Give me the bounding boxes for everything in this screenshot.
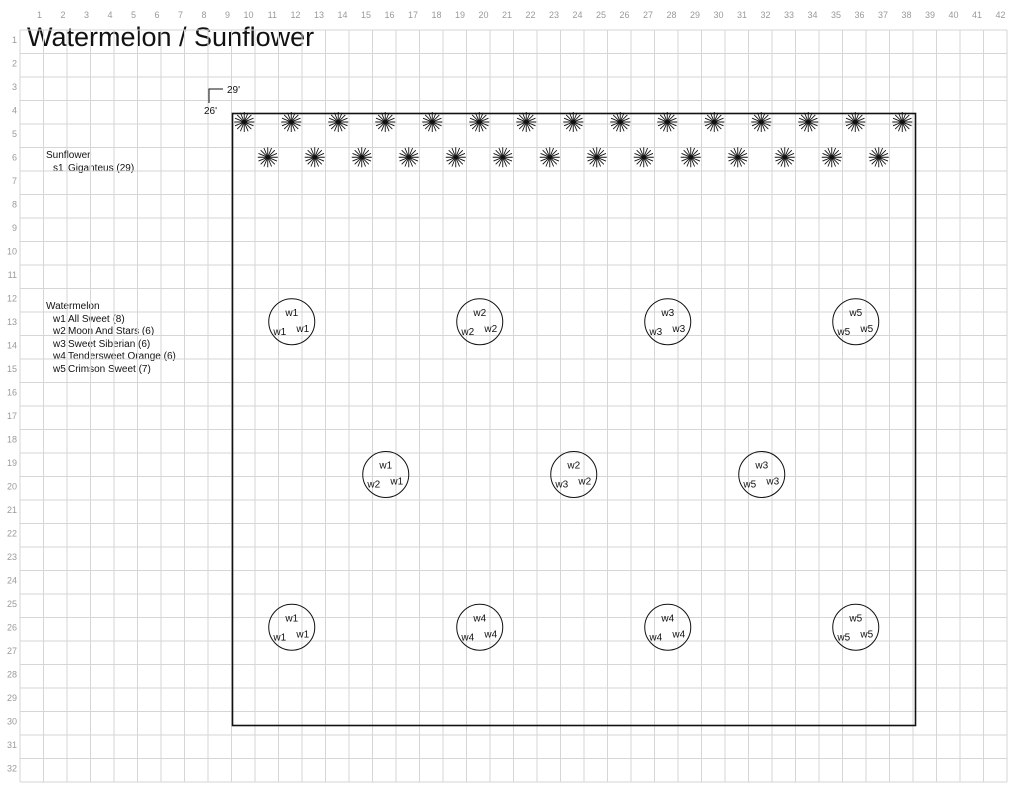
column-label: 3 xyxy=(83,10,89,20)
row-label: 6 xyxy=(11,152,17,163)
legend-code: w2 xyxy=(53,326,66,338)
column-label: 20 xyxy=(478,10,489,20)
row-label: 18 xyxy=(6,434,17,445)
sunflower-s1 xyxy=(869,147,889,167)
sunflower-s1 xyxy=(822,147,842,167)
column-label: 27 xyxy=(642,10,653,20)
sunflower-s1 xyxy=(845,112,865,132)
column-label: 28 xyxy=(666,10,677,20)
plant-label-w4: w4 xyxy=(484,629,498,641)
hill-outline xyxy=(363,452,409,498)
row-label: 19 xyxy=(6,458,17,468)
plant-label-w5: w5 xyxy=(860,323,874,335)
hill-outline xyxy=(269,604,315,650)
column-label: 39 xyxy=(924,10,935,20)
sunflower-s1 xyxy=(751,112,771,132)
plant-label-w1: w1 xyxy=(296,323,310,335)
plant-label-w4: w4 xyxy=(461,632,475,644)
sunflower-s1 xyxy=(446,147,466,167)
plant-label-w4: w4 xyxy=(473,613,487,625)
sunflower-s1 xyxy=(892,112,912,132)
column-label: 25 xyxy=(595,10,606,20)
plant-label-w1: w1 xyxy=(285,307,299,319)
row-label: 26 xyxy=(6,622,17,633)
plant-label-w3: w3 xyxy=(755,460,769,472)
sunflower-s1 xyxy=(399,147,419,167)
watermelon-hill xyxy=(457,299,503,345)
hill-outline xyxy=(457,604,503,650)
watermelon-hill xyxy=(551,452,597,498)
hill-outline xyxy=(833,604,879,650)
sunflower-s1 xyxy=(681,147,701,167)
column-label: 5 xyxy=(130,10,136,20)
hill-outline xyxy=(457,299,503,345)
watermelon-hill xyxy=(457,604,503,650)
watermelon-hill xyxy=(363,452,409,498)
column-label: 17 xyxy=(407,10,418,20)
column-label: 15 xyxy=(360,10,371,20)
row-label: 16 xyxy=(6,387,17,398)
column-label: 31 xyxy=(736,10,747,20)
column-label: 40 xyxy=(948,10,959,20)
plant-label-w2: w2 xyxy=(473,307,487,319)
legend-code: w4 xyxy=(53,351,66,363)
row-label: 3 xyxy=(11,82,17,92)
sunflower-s1 xyxy=(352,147,372,167)
plant-label-w3: w3 xyxy=(766,476,780,488)
row-label: 22 xyxy=(6,528,17,539)
column-label: 36 xyxy=(854,10,865,20)
sunflower-s1 xyxy=(610,112,630,132)
sunflower-s1 xyxy=(563,112,583,132)
plant-label-w1: w1 xyxy=(379,460,393,472)
legend-label: Sweet Siberian (6) xyxy=(68,338,151,350)
legend-code: w1 xyxy=(53,313,66,325)
column-label: 34 xyxy=(807,10,818,20)
row-label: 17 xyxy=(6,411,17,421)
column-label: 30 xyxy=(713,10,724,20)
sunflower-s1 xyxy=(258,147,278,167)
sunflower-s1 xyxy=(305,147,325,167)
watermelon-hill xyxy=(269,299,315,345)
sunflower-s1 xyxy=(375,112,395,132)
column-label: 1 xyxy=(36,10,42,20)
bed-height-label: 26' xyxy=(204,106,218,117)
sunflower-s1 xyxy=(657,112,677,132)
column-label: 18 xyxy=(431,10,442,20)
plant-label-w3: w3 xyxy=(555,479,569,491)
plant-label-w5: w5 xyxy=(743,479,757,491)
column-label: 26 xyxy=(619,10,630,20)
watermelon-hill xyxy=(645,604,691,650)
plant-label-w1: w1 xyxy=(296,629,310,641)
column-label: 38 xyxy=(901,10,912,20)
bed-width-label: 29' xyxy=(227,85,241,96)
column-label: 6 xyxy=(154,10,160,20)
row-label: 8 xyxy=(11,199,17,210)
plant-label-w2: w2 xyxy=(484,323,498,335)
bed-outline xyxy=(233,114,916,726)
hill-outline xyxy=(833,299,879,345)
row-label: 7 xyxy=(11,176,17,186)
plant-label-w5: w5 xyxy=(837,326,851,338)
column-label: 41 xyxy=(971,10,982,20)
sunflower-s1 xyxy=(728,147,748,167)
column-label: 2 xyxy=(60,10,66,20)
plant-label-w5: w5 xyxy=(860,629,874,641)
row-label: 11 xyxy=(7,270,17,280)
sunflower-s1 xyxy=(328,112,348,132)
row-label: 28 xyxy=(6,669,17,680)
watermelon-hills xyxy=(269,299,879,651)
column-label: 7 xyxy=(177,10,183,20)
legend-label: All Sweet (8) xyxy=(68,313,125,325)
plant-label-w2: w2 xyxy=(567,460,581,472)
grid-lines xyxy=(20,30,1007,782)
column-label: 11 xyxy=(267,10,277,20)
plant-label-w5: w5 xyxy=(837,632,851,644)
row-label: 5 xyxy=(11,129,17,139)
row-label: 10 xyxy=(6,246,17,257)
legend-label: Tendersweet Orange (6) xyxy=(68,351,176,363)
plant-label-w4: w4 xyxy=(649,632,663,644)
column-labels xyxy=(37,10,1006,20)
legend-label: Moon And Stars (6) xyxy=(68,326,155,338)
plant-label-w3: w3 xyxy=(672,323,686,335)
row-label: 2 xyxy=(11,58,17,69)
legend-label: Crimson Sweet (7) xyxy=(68,363,151,375)
plant-label-w3: w3 xyxy=(649,326,663,338)
plant-label-w1: w1 xyxy=(273,632,287,644)
column-label: 10 xyxy=(243,10,254,20)
hill-outline xyxy=(269,299,315,345)
watermelon-hill xyxy=(833,299,879,345)
sunflower-rows xyxy=(234,112,912,167)
plant-label-w1: w1 xyxy=(390,476,404,488)
column-label: 42 xyxy=(995,10,1006,20)
hill-outline xyxy=(645,299,691,345)
watermelon-hill xyxy=(269,604,315,650)
watermelon-hill xyxy=(645,299,691,345)
plant-label-w2: w2 xyxy=(578,476,592,488)
plant-label-w2: w2 xyxy=(367,479,381,491)
column-label: 35 xyxy=(830,10,841,20)
row-labels xyxy=(7,35,17,774)
row-label: 25 xyxy=(6,599,17,609)
row-label: 20 xyxy=(6,481,17,492)
column-label: 24 xyxy=(572,10,583,20)
column-label: 21 xyxy=(501,10,512,20)
watermelon-hill xyxy=(833,604,879,650)
column-label: 9 xyxy=(224,10,230,20)
sunflower-s1 xyxy=(281,112,301,132)
row-label: 32 xyxy=(6,763,17,774)
column-label: 33 xyxy=(783,10,794,20)
legend-label: Giganteus (29) xyxy=(68,162,135,174)
plant-label-w1: w1 xyxy=(273,326,287,338)
plant-label-w4: w4 xyxy=(672,629,686,641)
row-label: 4 xyxy=(11,105,17,116)
sunflower-s1 xyxy=(634,147,654,167)
column-label: 16 xyxy=(384,10,395,20)
legend-code: s1 xyxy=(53,162,64,174)
sunflower-s1 xyxy=(234,112,254,132)
row-label: 9 xyxy=(11,223,17,233)
plant-label-w5: w5 xyxy=(849,613,863,625)
row-label: 24 xyxy=(6,575,17,586)
column-label: 12 xyxy=(290,10,301,20)
row-label: 1 xyxy=(11,35,17,45)
column-label: 13 xyxy=(313,10,324,20)
plant-label-w5: w5 xyxy=(849,307,863,319)
hill-outline xyxy=(645,604,691,650)
column-label: 19 xyxy=(454,10,465,20)
sunflower-s1 xyxy=(798,112,818,132)
sunflower-s1 xyxy=(540,147,560,167)
hill-outline xyxy=(739,452,785,498)
column-label: 22 xyxy=(525,10,536,20)
row-label: 14 xyxy=(6,340,17,351)
row-label: 30 xyxy=(6,716,17,727)
column-label: 32 xyxy=(760,10,771,20)
sunflower-s1 xyxy=(469,112,489,132)
sunflower-s1 xyxy=(493,147,513,167)
column-label: 29 xyxy=(689,10,700,20)
sunflower-s1 xyxy=(587,147,607,167)
column-label: 4 xyxy=(107,10,113,20)
column-label: 37 xyxy=(877,10,888,20)
plant-label-w4: w4 xyxy=(661,613,675,625)
row-label: 21 xyxy=(6,505,17,515)
page-title: Watermelon / Sunflower xyxy=(27,22,315,52)
watermelon-hill xyxy=(739,452,785,498)
plant-label-w2: w2 xyxy=(461,326,475,338)
sunflower-s1 xyxy=(516,112,536,132)
hill-outline xyxy=(551,452,597,498)
column-label: 14 xyxy=(337,10,348,20)
sunflower-s1 xyxy=(775,147,795,167)
column-label: 8 xyxy=(201,10,207,20)
row-label: 29 xyxy=(6,693,17,703)
plant-label-w1: w1 xyxy=(285,613,299,625)
row-label: 13 xyxy=(6,317,17,327)
column-label: 23 xyxy=(548,10,559,20)
row-label: 12 xyxy=(6,293,17,304)
watermelon-legend-heading: Watermelon xyxy=(46,301,100,312)
sunflower-s1 xyxy=(704,112,724,132)
row-label: 31 xyxy=(6,740,17,750)
sunflower-s1 xyxy=(422,112,442,132)
sunflower-legend-heading: Sunflower xyxy=(46,150,91,161)
legend-code: w3 xyxy=(53,338,66,350)
row-label: 27 xyxy=(6,646,17,656)
row-label: 23 xyxy=(6,552,17,562)
legend-code: w5 xyxy=(53,363,66,375)
row-label: 15 xyxy=(6,364,17,374)
plant-label-w3: w3 xyxy=(661,307,675,319)
